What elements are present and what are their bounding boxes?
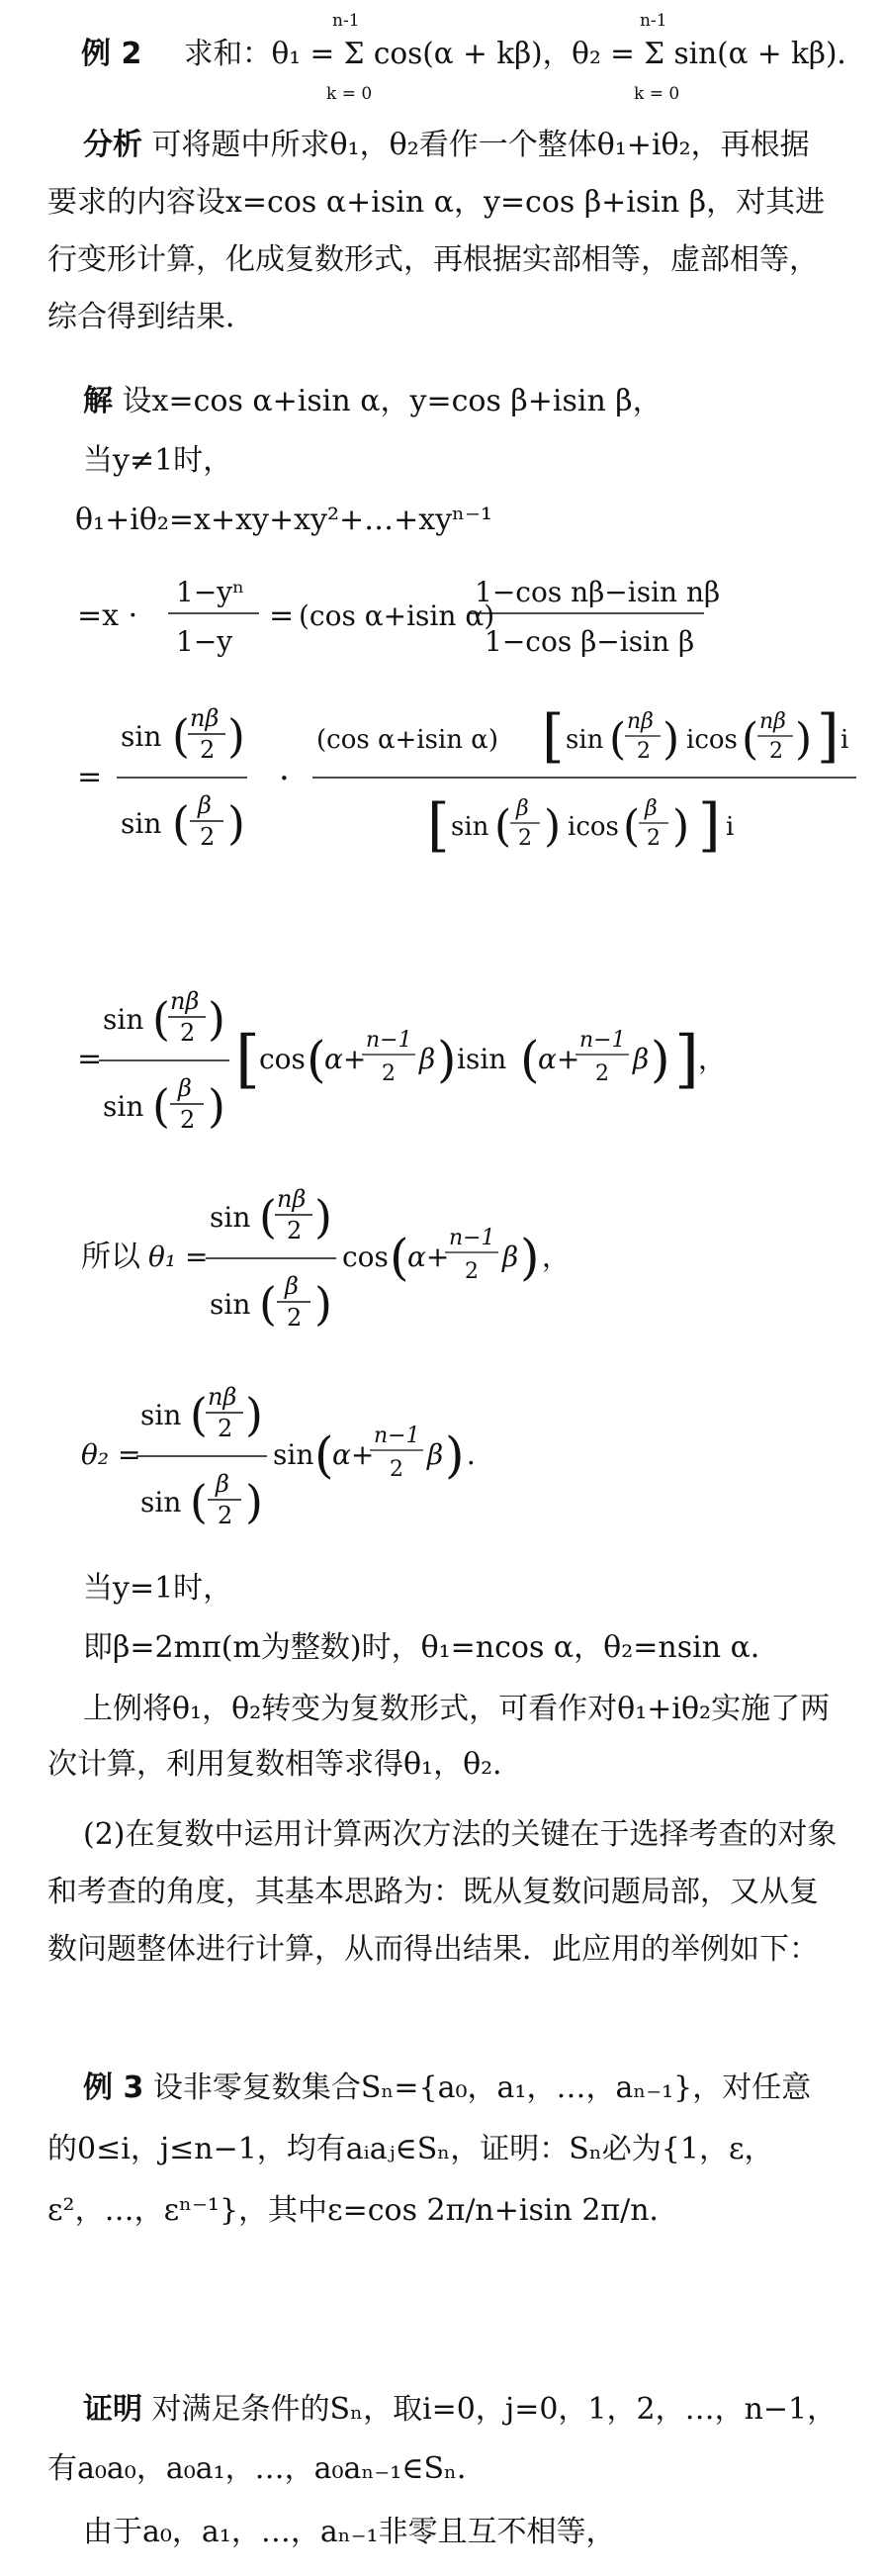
eq3-paren-l1: (	[172, 709, 190, 763]
t1-beta: β	[285, 1272, 299, 1300]
t1-two-2: 2	[287, 1304, 303, 1332]
t1-cos: cos	[342, 1241, 389, 1273]
eq3-i-bot: i	[726, 812, 735, 842]
t1-alpha: α+	[407, 1241, 450, 1273]
eq4-bracket-r: ]	[674, 1023, 699, 1096]
eq4-two-1: 2	[180, 1019, 196, 1047]
t1-paren-r1: )	[314, 1190, 332, 1243]
case-y-not-1: 当y≠1时，	[83, 443, 233, 478]
eq3-nbeta: nβ	[190, 704, 220, 732]
t2-paren-l3: (	[314, 1426, 334, 1484]
t1-paren-l2: (	[259, 1277, 277, 1331]
eq3-paren-r6: )	[672, 801, 690, 852]
eq4-sin-top: sin	[103, 1003, 144, 1036]
t2-period: ．	[467, 1438, 495, 1471]
solution-setup	[47, 374, 839, 429]
point-2-paragraph: (2)在复数中运用计算两次方法的关键在于选择考查的对象和考查的角度，其基本思路为：既从复数问题局部，又从复数问题整体进行计算，从而得出结果．此应用的举例如下：	[47, 1817, 838, 1967]
eq3-sin-den: sin	[451, 812, 489, 842]
eq4-paren-l2: (	[152, 1079, 170, 1133]
equation-line-4-svg	[0, 969, 884, 1148]
eq3-paren-r2: )	[227, 796, 245, 850]
equation-line-3	[0, 683, 884, 871]
t1-paren-r2: )	[314, 1277, 332, 1331]
equation-line-2-svg	[0, 554, 884, 673]
eq4-alpha-2: α+	[538, 1043, 580, 1075]
example-3-label: 例 3	[83, 2070, 144, 2105]
eq3-two-1: 2	[200, 736, 216, 764]
t2-nm1: n−1	[374, 1424, 420, 1448]
equation-line-3-svg	[0, 683, 884, 871]
example-2-text: 求和：θ₁ = Σ cos(α + kβ)，θ₂ = Σ sin(α + kβ)．	[184, 37, 866, 71]
theta1-eq: θ₁ =	[148, 1241, 209, 1273]
proof-label: 证明	[83, 2392, 142, 2427]
t1-beta-2: β	[502, 1241, 519, 1273]
eq3-two-5: 2	[518, 826, 532, 851]
example-3-paragraph	[47, 2058, 839, 2242]
t1-paren-l3: (	[390, 1229, 409, 1286]
eq2-eq: =	[269, 598, 295, 633]
t1-paren-r3: )	[520, 1229, 540, 1286]
t2-two-1: 2	[218, 1415, 233, 1442]
eq3-cosisin: (cos α+isin α)	[316, 725, 498, 755]
eq4-nbeta: nβ	[170, 987, 200, 1015]
theta-sum-line: θ₁+iθ₂=x+xy+xy²+…+xyⁿ⁻¹	[75, 503, 492, 537]
proof-text-2: 由于a₀，a₁，…，aₙ₋₁非零且互不相等，	[83, 2515, 616, 2549]
analysis-label: 分析	[83, 128, 142, 162]
t2-nbeta: nβ	[208, 1383, 237, 1411]
example-3-text: 设非零复数集合Sₙ={a₀，a₁，…，aₙ₋₁}，对任意的0≤i，j≤n−1，均有aᵢaⱼ∈Sₙ，证明：Sₙ必为{1，ε，ε²，…，εⁿ⁻¹}，其中ε=cos 2π/n+isin 2π/n．	[47, 2070, 812, 2228]
case-y-eq-1-result: 即β=2mπ(m为整数)时，θ₁=ncos α，θ₂=nsin α．	[83, 1630, 780, 1665]
eq4-paren-l1: (	[152, 992, 170, 1046]
eq4-bracket-l: [	[235, 1023, 260, 1096]
eq3-bracket-l: [	[542, 702, 565, 770]
theta2-svg	[0, 1365, 884, 1543]
eq3-paren-l2: (	[172, 796, 190, 850]
eq4-isin: isin	[457, 1043, 507, 1075]
eq4-comma: ，	[698, 1043, 727, 1075]
t2-two-2: 2	[218, 1502, 233, 1529]
eq3-sin-top: sin	[121, 720, 162, 753]
eq4-beta-3: β	[633, 1043, 650, 1075]
eq4-paren-l4: (	[520, 1031, 540, 1088]
solution-setup-text: 设x=cos α+isin α，y=cos β+isin β，	[122, 384, 663, 418]
analysis-text: 可将题中所求θ₁，θ₂看作一个整体θ₁+iθ₂，再根据要求的内容设x=cos α+isin α，y=cos β+isin β，对其进行变形计算，化成复数形式，再根据实部相等，虚部相等，综合得到结果．	[47, 128, 826, 334]
eq3-paren-r5: )	[544, 801, 562, 852]
eq3-paren-r1: )	[227, 709, 245, 763]
eq4-paren-r2: )	[208, 1079, 225, 1133]
eq3-paren-l3: (	[609, 714, 627, 765]
eq3-dot: ·	[279, 759, 290, 798]
equation-line-2	[0, 554, 884, 673]
sum2-upper: n-1	[640, 11, 667, 31]
t1-nbeta: nβ	[277, 1185, 307, 1213]
eq3-eq: =	[77, 760, 103, 794]
solution-label: 解	[83, 384, 113, 418]
eq3-two-2: 2	[200, 823, 216, 851]
eq2-num2: 1−cos nβ−isin nβ	[475, 576, 721, 608]
eq3-sin-num: sin	[566, 725, 604, 755]
t2-beta: β	[216, 1470, 229, 1498]
eq3-nbeta-2: nβ	[627, 709, 654, 734]
eq4-nm1-2: n−1	[579, 1028, 626, 1053]
eq4-paren-r3: )	[437, 1031, 457, 1088]
eq4-two-2: 2	[180, 1106, 196, 1134]
eq4-paren-r4: )	[651, 1031, 670, 1088]
eq3-paren-l4: (	[742, 714, 759, 765]
eq4-paren-r1: )	[208, 992, 225, 1046]
eq3-paren-r4: )	[795, 714, 813, 765]
example-2-heading	[0, 0, 884, 109]
t2-paren-l2: (	[190, 1475, 208, 1528]
eq2-cosisin: (cos α+isin α)	[299, 599, 495, 632]
eq3-paren-l5: (	[494, 801, 512, 852]
eq3-two-4: 2	[769, 739, 783, 764]
equation-line-4	[0, 969, 884, 1148]
eq3-beta: β	[198, 791, 212, 819]
analysis-paragraph	[47, 117, 839, 346]
eq4-two-4: 2	[595, 1061, 609, 1086]
therefore-label: 所以	[81, 1240, 140, 1274]
eq4-cos: cos	[259, 1043, 306, 1075]
eq3-two-3: 2	[637, 739, 651, 764]
eq3-two-6: 2	[647, 826, 661, 851]
t2-alpha: α+	[332, 1438, 375, 1471]
eq3-i-top: i	[840, 725, 849, 755]
proof-paragraph	[47, 2380, 839, 2499]
t1-two-1: 2	[287, 1217, 303, 1244]
eq3-beta-3: β	[645, 796, 658, 821]
case-y-eq-1: 当y=1时，	[83, 1571, 233, 1606]
eq3-nbeta-3: nβ	[759, 709, 786, 734]
eq4-beta-2: β	[419, 1043, 436, 1075]
t2-beta-2: β	[427, 1438, 444, 1471]
t2-paren-r1: )	[245, 1388, 263, 1441]
eq3-icos-2: icos	[568, 812, 619, 842]
eq2-den2: 1−cos β−isin β	[485, 625, 695, 658]
eq3-paren-r3: )	[663, 714, 680, 765]
eq3-bracket-r: ]	[817, 702, 840, 770]
t1-paren-l1: (	[259, 1190, 277, 1243]
eq4-beta: β	[178, 1074, 192, 1102]
eq4-sin-bot: sin	[103, 1090, 144, 1123]
example-2-label: 例 2	[81, 37, 142, 71]
t2-sin-bot: sin	[140, 1486, 182, 1518]
eq2-x: =x ·	[77, 598, 138, 633]
theta1-svg	[0, 1167, 884, 1345]
t1-sin-bot: sin	[210, 1288, 251, 1321]
theta1-result	[0, 1167, 884, 1345]
theta2-eq: θ₂ =	[81, 1438, 141, 1471]
theta2-result	[0, 1365, 884, 1543]
eq4-alpha: α+	[324, 1043, 367, 1075]
eq3-icos: icos	[686, 725, 738, 755]
eq4-paren-l3: (	[307, 1031, 326, 1088]
eq4-two-3: 2	[382, 1061, 396, 1086]
t1-nm1: n−1	[449, 1226, 495, 1250]
t2-sin-top: sin	[140, 1399, 182, 1431]
eq3-bracket-r2: ]	[698, 791, 721, 859]
eq3-paren-l6: (	[623, 801, 641, 852]
eq4-eq: =	[77, 1042, 103, 1076]
proof-text-1: 对满足条件的Sₙ，取i=0，j=0，1，2，…，n−1，有a₀a₀，a₀a₁，…，a₀aₙ₋₁∈Sₙ．	[47, 2392, 838, 2486]
t2-two-3: 2	[390, 1457, 403, 1482]
eq3-bracket-l2: [	[427, 791, 450, 859]
eq4-nm1: n−1	[366, 1028, 412, 1053]
t2-sin: sin	[273, 1438, 314, 1471]
remark-paragraph: 上例将θ₁，θ₂转变为复数形式，可看作对θ₁+iθ₂实施了两次计算，利用复数相等求得θ₁，θ₂．	[47, 1692, 831, 1782]
t1-sin-top: sin	[210, 1201, 251, 1234]
sum2-lower: k = 0	[634, 84, 680, 104]
example-2-formula	[0, 0, 884, 109]
eq2-den: 1−y	[176, 625, 233, 658]
t1-two-3: 2	[465, 1259, 479, 1284]
t2-paren-r3: )	[445, 1426, 465, 1484]
eq2-num: 1−yⁿ	[176, 576, 245, 608]
t2-paren-l1: (	[190, 1388, 208, 1441]
t1-comma: ，	[542, 1241, 571, 1273]
sum1-upper: n-1	[332, 11, 360, 31]
eq3-beta-2: β	[516, 796, 529, 821]
t2-paren-r2: )	[245, 1475, 263, 1528]
eq3-sin-bot: sin	[121, 807, 162, 840]
sum1-lower: k = 0	[326, 84, 373, 104]
